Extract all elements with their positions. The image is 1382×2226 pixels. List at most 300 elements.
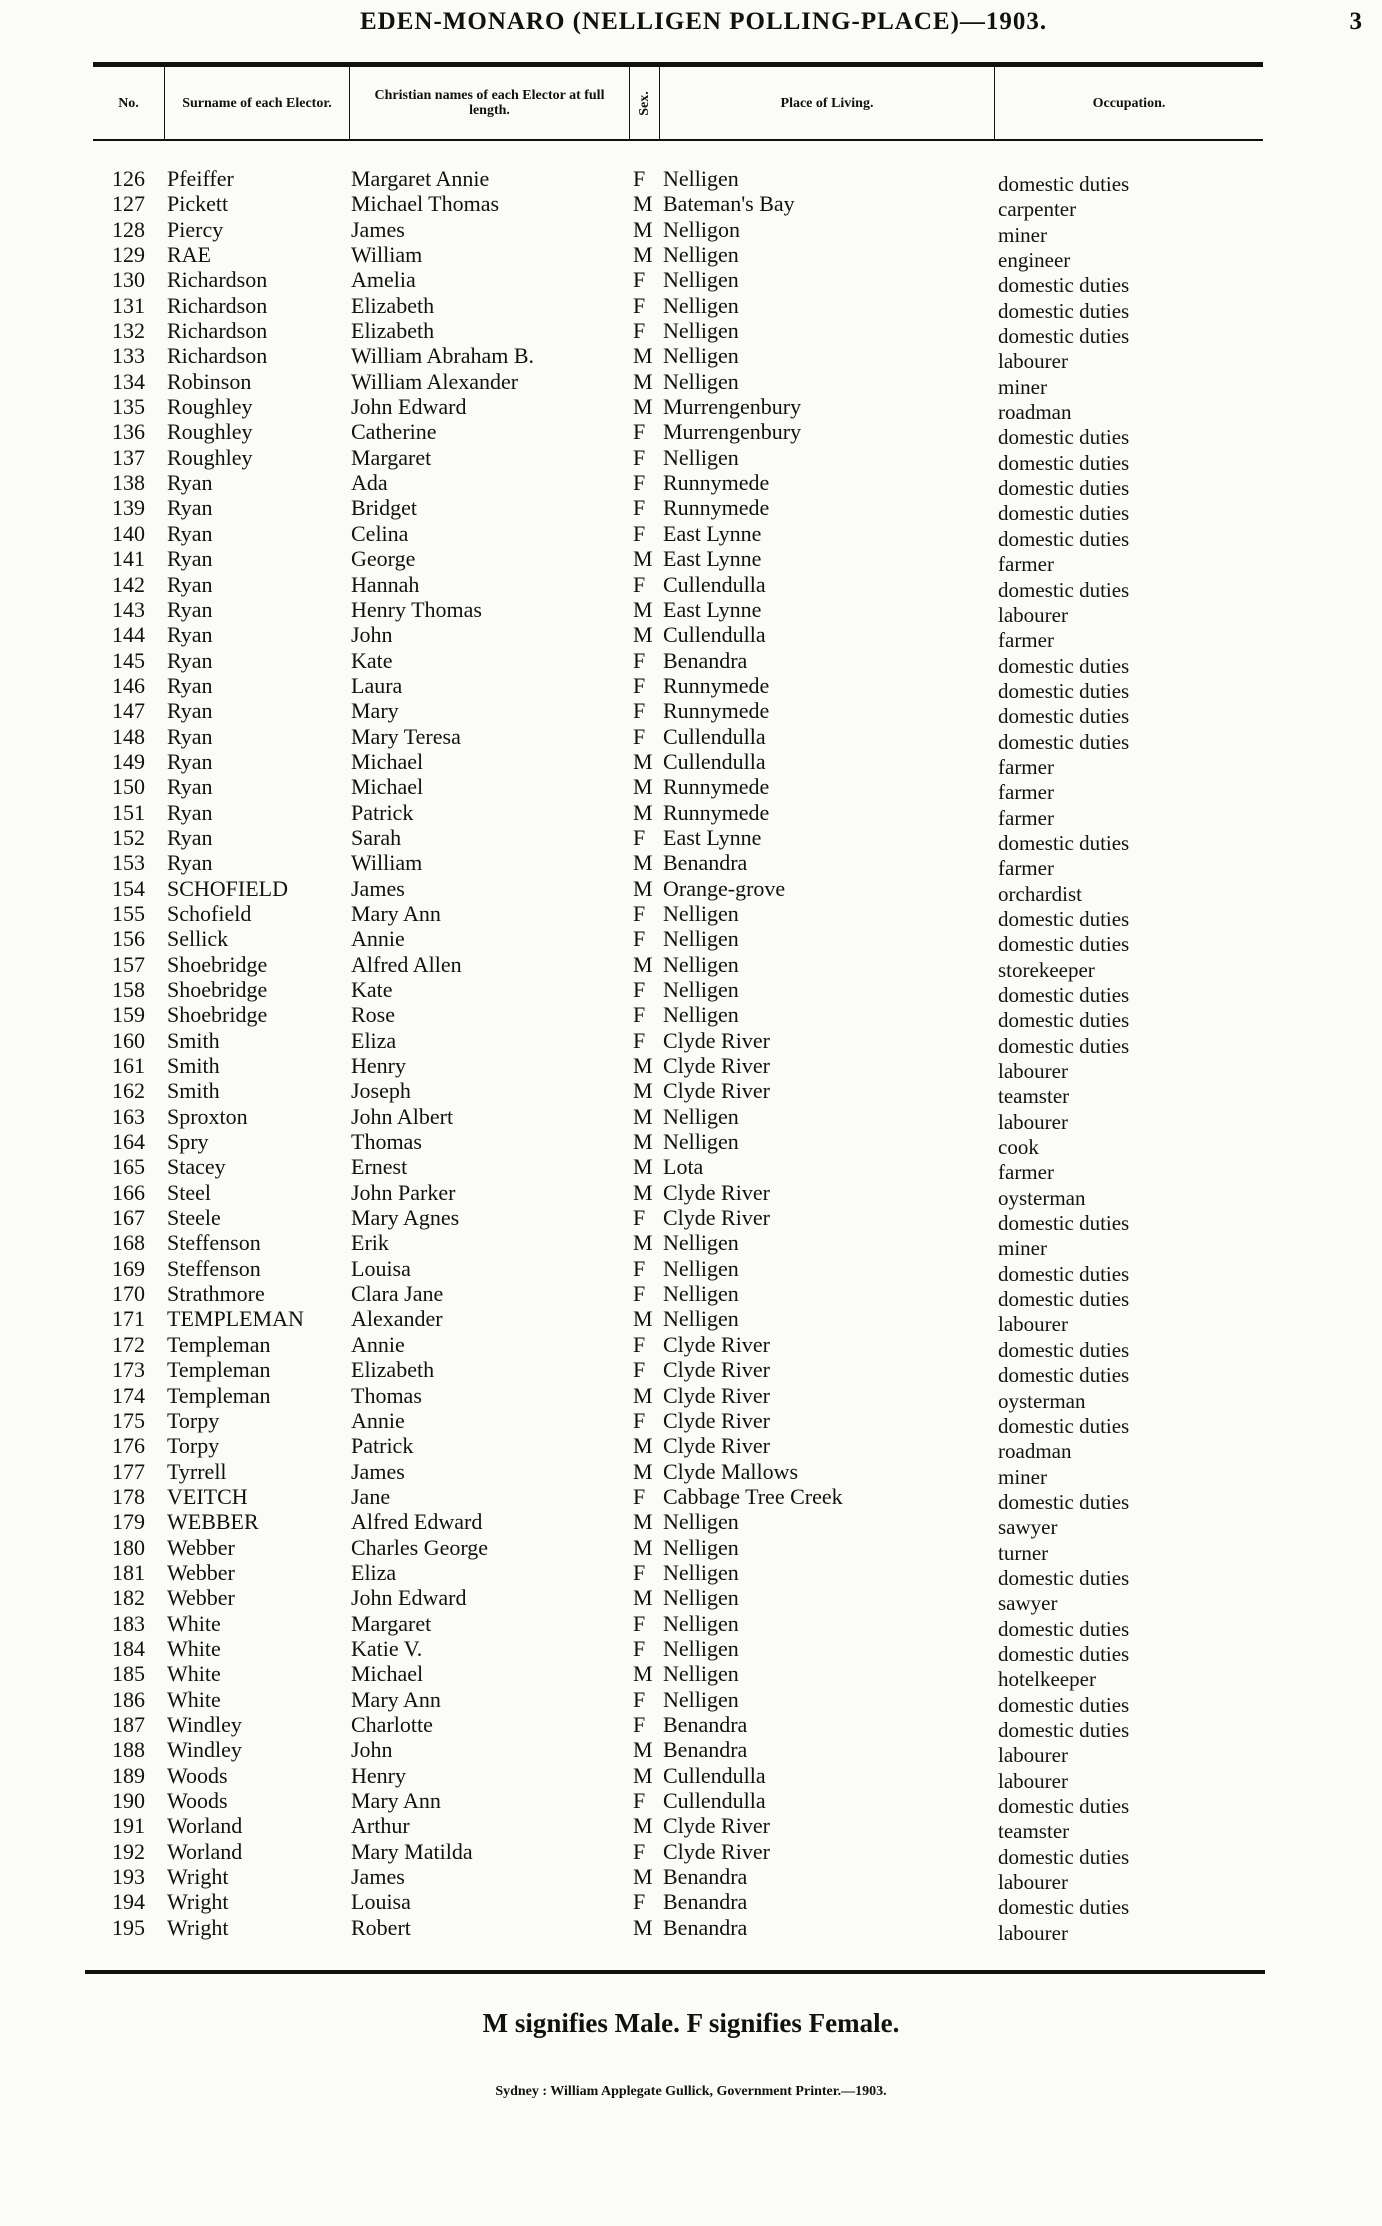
elector-surname: Windley bbox=[167, 1737, 242, 1763]
elector-sex: F bbox=[633, 267, 646, 293]
elector-christian-names: Joseph bbox=[351, 1078, 411, 1104]
elector-place-of-living: Murrengenbury bbox=[663, 419, 802, 445]
elector-christian-names: Ada bbox=[351, 470, 388, 496]
elector-occupation: domestic duties bbox=[998, 1794, 1130, 1818]
elector-sex: F bbox=[633, 672, 646, 698]
elector-occupation: engineer bbox=[998, 248, 1071, 273]
elector-occupation: orchardist bbox=[998, 881, 1082, 906]
elector-christian-names: George bbox=[351, 546, 416, 572]
elector-christian-names: Annie bbox=[351, 926, 405, 952]
elector-surname: Roughley bbox=[167, 394, 253, 420]
elector-number: 161 bbox=[112, 1053, 145, 1079]
elector-occupation: domestic duties bbox=[998, 1287, 1130, 1312]
elector-surname: Robinson bbox=[167, 368, 252, 394]
column-header-sex-label: Sex. bbox=[637, 90, 652, 116]
elector-number: 144 bbox=[112, 622, 145, 648]
elector-surname: Templeman bbox=[167, 1357, 271, 1383]
elector-place-of-living: Nelligen bbox=[663, 1610, 739, 1636]
elector-number: 156 bbox=[112, 926, 145, 952]
elector-place-of-living: Runnymede bbox=[663, 470, 770, 496]
elector-number: 195 bbox=[112, 1914, 145, 1940]
elector-place-of-living: Benandra bbox=[663, 647, 748, 673]
table-row bbox=[93, 1281, 1283, 1312]
elector-number: 180 bbox=[112, 1534, 145, 1560]
elector-christian-names: Mary Matilda bbox=[351, 1838, 473, 1864]
elector-christian-names: Ernest bbox=[351, 1154, 408, 1180]
elector-place-of-living: Lota bbox=[663, 1154, 704, 1180]
elector-occupation: farmer bbox=[998, 754, 1054, 779]
elector-surname: Ryan bbox=[167, 495, 213, 521]
elector-number: 126 bbox=[112, 166, 145, 191]
elector-surname: Shoebridge bbox=[167, 977, 268, 1002]
elector-occupation: farmer bbox=[998, 856, 1054, 881]
elector-christian-names: Eliza bbox=[351, 1559, 397, 1585]
table-row bbox=[93, 1788, 1283, 1818]
elector-surname: Richardson bbox=[167, 343, 268, 369]
elector-occupation: domestic duties bbox=[998, 273, 1130, 298]
elector-sex: M bbox=[633, 1509, 653, 1535]
elector-christian-names: Michael bbox=[351, 748, 424, 774]
elector-surname: Smith bbox=[167, 1027, 220, 1053]
elector-number: 185 bbox=[112, 1661, 145, 1687]
elector-sex: F bbox=[633, 926, 646, 952]
elector-christian-names: Louisa bbox=[351, 1889, 411, 1915]
elector-surname: Wright bbox=[167, 1864, 229, 1890]
elector-occupation: miner bbox=[998, 1236, 1047, 1261]
elector-sex: F bbox=[633, 723, 646, 749]
elector-place-of-living: Benandra bbox=[663, 850, 748, 876]
elector-surname: Windley bbox=[167, 1711, 242, 1737]
elector-place-of-living: Nelligen bbox=[663, 166, 739, 191]
elector-sex: F bbox=[633, 495, 646, 521]
elector-place-of-living: Benandra bbox=[663, 1711, 748, 1737]
elector-sex: M bbox=[633, 242, 653, 268]
elector-place-of-living: Orange-grove bbox=[663, 875, 786, 901]
column-header-surname: Surname of each Elector. bbox=[165, 67, 350, 139]
elector-christian-names: Mary Ann bbox=[351, 900, 441, 926]
elector-place-of-living: Cabbage Tree Creek bbox=[663, 1483, 843, 1509]
elector-sex: M bbox=[633, 875, 653, 901]
table-row bbox=[93, 1306, 1283, 1337]
elector-occupation: domestic duties bbox=[998, 1033, 1130, 1058]
elector-christian-names: Bridget bbox=[351, 495, 417, 521]
elector-occupation: hotelkeeper bbox=[998, 1667, 1096, 1692]
elector-number: 175 bbox=[112, 1407, 145, 1433]
table-row bbox=[93, 1559, 1283, 1590]
elector-place-of-living: Clyde Mallows bbox=[663, 1458, 799, 1484]
table-row bbox=[93, 1255, 1283, 1286]
table-row bbox=[93, 622, 1283, 653]
elector-occupation: teamster bbox=[998, 1819, 1070, 1844]
elector-occupation: domestic duties bbox=[998, 1895, 1130, 1920]
elector-christian-names: Mary Ann bbox=[351, 1686, 441, 1712]
elector-occupation: domestic duties bbox=[998, 425, 1130, 450]
table-row bbox=[93, 1585, 1283, 1616]
elector-place-of-living: Nelligen bbox=[663, 318, 739, 344]
elector-occupation: domestic duties bbox=[998, 1363, 1130, 1388]
elector-place-of-living: Nelligon bbox=[663, 216, 740, 242]
elector-place-of-living: Clyde River bbox=[663, 1357, 770, 1383]
elector-sex: M bbox=[633, 1053, 653, 1079]
elector-number: 190 bbox=[112, 1788, 145, 1813]
elector-surname: Ryan bbox=[167, 647, 213, 673]
elector-christian-names: Thomas bbox=[351, 1382, 422, 1408]
elector-surname: Smith bbox=[167, 1078, 220, 1104]
elector-christian-names: Sarah bbox=[351, 824, 402, 850]
elector-christian-names: Annie bbox=[351, 1407, 405, 1433]
elector-number: 130 bbox=[112, 267, 145, 293]
elector-sex: M bbox=[633, 1458, 653, 1484]
table-row bbox=[93, 1002, 1283, 1033]
elector-place-of-living: Cullendulla bbox=[663, 1788, 766, 1813]
table-row bbox=[93, 267, 1283, 298]
elector-christian-names: Elizabeth bbox=[351, 292, 435, 318]
elector-christian-names: Arthur bbox=[351, 1813, 410, 1839]
elector-place-of-living: Murrengenbury bbox=[663, 394, 802, 420]
elector-christian-names: Margaret Annie bbox=[351, 166, 490, 191]
elector-number: 160 bbox=[112, 1027, 145, 1053]
elector-occupation: domestic duties bbox=[998, 1261, 1130, 1286]
elector-place-of-living: Cullendulla bbox=[663, 1762, 766, 1788]
elector-christian-names: Elizabeth bbox=[351, 1357, 435, 1383]
elector-place-of-living: Clyde River bbox=[663, 1078, 770, 1104]
elector-surname: Wright bbox=[167, 1914, 229, 1940]
elector-surname: Strathmore bbox=[167, 1281, 265, 1307]
table-row bbox=[93, 926, 1283, 957]
elector-place-of-living: Nelligen bbox=[663, 1103, 739, 1129]
table-row bbox=[93, 520, 1283, 551]
elector-christian-names: John Parker bbox=[351, 1179, 456, 1205]
elector-christian-names: Patrick bbox=[351, 799, 414, 825]
elector-place-of-living: Nelligen bbox=[663, 444, 739, 470]
elector-place-of-living: Cullendulla bbox=[663, 622, 766, 648]
elector-number: 188 bbox=[112, 1737, 145, 1763]
elector-surname: Richardson bbox=[167, 292, 268, 318]
elector-sex: M bbox=[633, 1433, 653, 1459]
table-row bbox=[93, 596, 1283, 627]
table-row bbox=[93, 1129, 1283, 1160]
elector-christian-names: Thomas bbox=[351, 1129, 422, 1155]
elector-christian-names: Michael Thomas bbox=[351, 191, 500, 217]
elector-occupation: roadman bbox=[998, 1439, 1072, 1464]
table-row bbox=[93, 571, 1283, 602]
elector-place-of-living: Cullendulla bbox=[663, 723, 766, 749]
elector-surname: Ryan bbox=[167, 774, 213, 800]
elector-surname: Pfeiffer bbox=[167, 166, 234, 191]
elector-surname: Templeman bbox=[167, 1382, 271, 1408]
elector-surname: Roughley bbox=[167, 444, 253, 470]
table-row bbox=[93, 1027, 1283, 1058]
elector-place-of-living: Nelligen bbox=[663, 267, 739, 293]
elector-number: 166 bbox=[112, 1179, 145, 1205]
elector-place-of-living: Benandra bbox=[663, 1864, 748, 1890]
elector-christian-names: Mary bbox=[351, 698, 399, 724]
elector-place-of-living: Clyde River bbox=[663, 1407, 770, 1433]
column-header-no: No. bbox=[93, 67, 165, 139]
column-header-christian-names: Christian names of each Elector at full length. bbox=[350, 67, 630, 139]
elector-occupation: cook bbox=[998, 1135, 1039, 1160]
elector-number: 192 bbox=[112, 1838, 145, 1864]
elector-christian-names: Charles George bbox=[351, 1534, 489, 1560]
elector-surname: RAE bbox=[167, 242, 211, 268]
elector-place-of-living: Runnymede bbox=[663, 774, 770, 800]
elector-surname: Sellick bbox=[167, 926, 229, 952]
elector-sex: F bbox=[633, 1002, 646, 1028]
elector-number: 129 bbox=[112, 242, 145, 268]
elector-occupation: domestic duties bbox=[998, 1641, 1130, 1666]
table-row bbox=[93, 672, 1283, 703]
table-row bbox=[93, 977, 1283, 1007]
elector-occupation: domestic duties bbox=[998, 678, 1130, 703]
table-row bbox=[93, 1382, 1283, 1413]
column-header-occupation: Occupation. bbox=[1092, 95, 1166, 111]
elector-occupation: domestic duties bbox=[998, 1565, 1130, 1590]
elector-occupation: sawyer bbox=[998, 1591, 1058, 1616]
elector-number: 165 bbox=[112, 1154, 145, 1180]
table-row bbox=[93, 546, 1283, 577]
table-row bbox=[93, 1357, 1283, 1388]
elector-occupation: labourer bbox=[998, 349, 1068, 374]
elector-number: 141 bbox=[112, 546, 145, 572]
elector-place-of-living: Nelligen bbox=[663, 1281, 739, 1307]
elector-occupation: domestic duties bbox=[998, 501, 1130, 526]
elector-surname: Steffenson bbox=[167, 1230, 261, 1256]
elector-surname: Ryan bbox=[167, 596, 213, 622]
elector-surname: Steel bbox=[167, 1179, 211, 1205]
elector-number: 145 bbox=[112, 647, 145, 673]
elector-sex: F bbox=[633, 1027, 646, 1053]
table-row bbox=[93, 1534, 1283, 1565]
elector-surname: Woods bbox=[167, 1788, 228, 1813]
table-row bbox=[93, 1509, 1283, 1540]
elector-sex: F bbox=[633, 1357, 646, 1383]
elector-christian-names: Louisa bbox=[351, 1255, 411, 1281]
elector-christian-names: Alfred Allen bbox=[351, 951, 462, 977]
table-row bbox=[93, 774, 1283, 805]
elector-christian-names: Henry bbox=[351, 1762, 406, 1788]
elector-christian-names: Clara Jane bbox=[351, 1281, 444, 1307]
elector-number: 137 bbox=[112, 444, 145, 470]
elector-place-of-living: Runnymede bbox=[663, 672, 770, 698]
elector-christian-names: John bbox=[351, 1737, 393, 1763]
elector-surname: White bbox=[167, 1686, 221, 1712]
elector-christian-names: Patrick bbox=[351, 1433, 414, 1459]
elector-number: 184 bbox=[112, 1635, 145, 1661]
table-row bbox=[93, 1179, 1283, 1210]
elector-surname: Ryan bbox=[167, 672, 213, 698]
elector-occupation: domestic duties bbox=[998, 932, 1130, 957]
elector-number: 174 bbox=[112, 1382, 145, 1408]
elector-christian-names: John bbox=[351, 622, 393, 648]
elector-christian-names: Hannah bbox=[351, 571, 420, 597]
elector-christian-names: Elizabeth bbox=[351, 318, 435, 344]
elector-sex: M bbox=[633, 850, 653, 876]
table-row bbox=[93, 1483, 1283, 1514]
elector-sex: M bbox=[633, 1737, 653, 1763]
elector-surname: Schofield bbox=[167, 900, 252, 926]
elector-surname: White bbox=[167, 1610, 221, 1636]
table-row bbox=[93, 1078, 1283, 1109]
elector-occupation: domestic duties bbox=[998, 577, 1130, 602]
elector-surname: Ryan bbox=[167, 546, 213, 572]
elector-occupation: labourer bbox=[998, 1312, 1068, 1337]
elector-surname: Wright bbox=[167, 1889, 229, 1915]
elector-christian-names: Charlotte bbox=[351, 1711, 433, 1737]
elector-place-of-living: Nelligen bbox=[663, 368, 739, 394]
elector-place-of-living: East Lynne bbox=[663, 824, 762, 850]
elector-christian-names: Alexander bbox=[351, 1306, 443, 1332]
elector-number: 159 bbox=[112, 1002, 145, 1028]
elector-occupation: domestic duties bbox=[998, 1337, 1130, 1362]
elector-occupation: teamster bbox=[998, 1084, 1070, 1109]
table-row bbox=[93, 292, 1283, 323]
elector-occupation: farmer bbox=[998, 805, 1054, 830]
elector-occupation: labourer bbox=[998, 1920, 1068, 1945]
elector-place-of-living: Nelligen bbox=[663, 1002, 739, 1028]
elector-christian-names: Laura bbox=[351, 672, 403, 698]
elector-christian-names: Margaret bbox=[351, 444, 432, 470]
elector-sex: F bbox=[633, 520, 646, 546]
elector-number: 140 bbox=[112, 520, 145, 546]
elector-place-of-living: Clyde River bbox=[663, 1813, 770, 1839]
elector-occupation: domestic duties bbox=[998, 1008, 1130, 1033]
elector-surname: Richardson bbox=[167, 267, 268, 293]
elector-sex: M bbox=[633, 1078, 653, 1104]
elector-christian-names: Michael bbox=[351, 1661, 424, 1687]
elector-christian-names: Catherine bbox=[351, 419, 437, 445]
table-row bbox=[93, 1635, 1283, 1666]
elector-place-of-living: Clyde River bbox=[663, 1027, 770, 1053]
table-row bbox=[93, 1610, 1283, 1641]
elector-place-of-living: Benandra bbox=[663, 1737, 748, 1763]
elector-number: 173 bbox=[112, 1357, 145, 1383]
elector-number: 154 bbox=[112, 875, 145, 901]
elector-occupation: labourer bbox=[998, 1743, 1068, 1768]
printer-imprint: Sydney : William Applegate Gullick, Government Printer.—1903. bbox=[495, 2084, 887, 2099]
elector-place-of-living: Cullendulla bbox=[663, 748, 766, 774]
elector-sex: F bbox=[633, 1559, 646, 1585]
elector-sex: F bbox=[633, 1205, 646, 1231]
elector-surname: Woods bbox=[167, 1762, 228, 1788]
elector-place-of-living: Nelligen bbox=[663, 343, 739, 369]
table-row bbox=[93, 1407, 1283, 1438]
elector-place-of-living: Nelligen bbox=[663, 1585, 739, 1611]
elector-surname: Roughley bbox=[167, 419, 253, 445]
elector-number: 153 bbox=[112, 850, 145, 876]
elector-christian-names: Annie bbox=[351, 1331, 405, 1357]
elector-surname: TEMPLEMAN bbox=[167, 1306, 304, 1332]
table-row bbox=[93, 1154, 1283, 1185]
elector-occupation: domestic duties bbox=[998, 450, 1130, 475]
elector-surname: Shoebridge bbox=[167, 1002, 268, 1028]
elector-christian-names: Eliza bbox=[351, 1027, 397, 1053]
table-row bbox=[93, 318, 1283, 349]
elector-surname: White bbox=[167, 1635, 221, 1661]
page-title: EDEN-MONARO (NELLIGEN POLLING-PLACE)—1903. bbox=[360, 8, 1048, 35]
table-row bbox=[93, 951, 1283, 982]
elector-number: 128 bbox=[112, 216, 145, 242]
elector-occupation: miner bbox=[998, 222, 1047, 247]
elector-sex: F bbox=[633, 1838, 646, 1864]
elector-sex: F bbox=[633, 1331, 646, 1357]
table-row bbox=[93, 495, 1283, 526]
elector-place-of-living: Nelligen bbox=[663, 292, 739, 318]
elector-occupation: domestic duties bbox=[998, 476, 1130, 501]
table-row bbox=[93, 1433, 1283, 1464]
table-row bbox=[93, 1053, 1283, 1084]
elector-number: 178 bbox=[112, 1483, 145, 1509]
elector-place-of-living: Nelligen bbox=[663, 977, 739, 1002]
elector-surname: Shoebridge bbox=[167, 951, 268, 977]
elector-christian-names: James bbox=[351, 1864, 405, 1890]
elector-occupation: oysterman bbox=[998, 1185, 1086, 1210]
elector-christian-names: Jane bbox=[351, 1483, 391, 1509]
elector-place-of-living: Runnymede bbox=[663, 799, 770, 825]
elector-surname: Torpy bbox=[167, 1433, 220, 1459]
elector-sex: M bbox=[633, 394, 653, 420]
elector-sex: F bbox=[633, 1889, 646, 1915]
elector-number: 182 bbox=[112, 1585, 145, 1611]
elector-sex: M bbox=[633, 1382, 653, 1408]
elector-surname: WEBBER bbox=[167, 1509, 259, 1535]
elector-christian-names: William Abraham B. bbox=[351, 343, 535, 369]
elector-christian-names: Amelia bbox=[351, 267, 416, 293]
elector-place-of-living: Bateman's Bay bbox=[663, 191, 795, 217]
table-row bbox=[93, 394, 1283, 425]
elector-number: 193 bbox=[112, 1864, 145, 1890]
elector-christian-names: Rose bbox=[351, 1002, 395, 1028]
table-header bbox=[93, 62, 1263, 141]
elector-number: 149 bbox=[112, 748, 145, 774]
elector-occupation: labourer bbox=[998, 1768, 1068, 1793]
elector-occupation: labourer bbox=[998, 1109, 1068, 1134]
table-row bbox=[93, 647, 1283, 678]
elector-christian-names: Kate bbox=[351, 647, 393, 673]
elector-sex: F bbox=[633, 470, 646, 496]
elector-sex: F bbox=[633, 1711, 646, 1737]
elector-surname: Stacey bbox=[167, 1154, 226, 1180]
elector-surname: Richardson bbox=[167, 318, 268, 344]
elector-christian-names: Mary Agnes bbox=[351, 1205, 460, 1231]
elector-sex: F bbox=[633, 166, 646, 191]
elector-occupation: domestic duties bbox=[998, 653, 1130, 678]
elector-place-of-living: Nelligen bbox=[663, 1661, 739, 1687]
elector-occupation: domestic duties bbox=[998, 1692, 1130, 1717]
elector-occupation: domestic duties bbox=[998, 830, 1130, 855]
table-row bbox=[93, 1864, 1283, 1895]
elector-sex: F bbox=[633, 824, 646, 850]
elector-number: 176 bbox=[112, 1433, 145, 1459]
elector-number: 135 bbox=[112, 394, 145, 420]
elector-number: 152 bbox=[112, 824, 145, 850]
elector-surname: Webber bbox=[167, 1534, 235, 1560]
table-row bbox=[93, 698, 1283, 729]
elector-sex: F bbox=[633, 977, 646, 1002]
elector-occupation: domestic duties bbox=[998, 704, 1130, 729]
elector-sex: F bbox=[633, 1483, 646, 1509]
elector-sex: M bbox=[633, 368, 653, 394]
table-row bbox=[93, 216, 1283, 247]
elector-christian-names: Katie V. bbox=[351, 1635, 423, 1661]
elector-occupation: domestic duties bbox=[998, 1844, 1130, 1869]
elector-christian-names: Margaret bbox=[351, 1610, 432, 1636]
table-row bbox=[93, 1458, 1283, 1489]
elector-sex: F bbox=[633, 419, 646, 445]
elector-sex: M bbox=[633, 1103, 653, 1129]
elector-occupation: farmer bbox=[998, 1160, 1054, 1185]
elector-occupation: miner bbox=[998, 374, 1047, 399]
table-row bbox=[93, 166, 1283, 196]
